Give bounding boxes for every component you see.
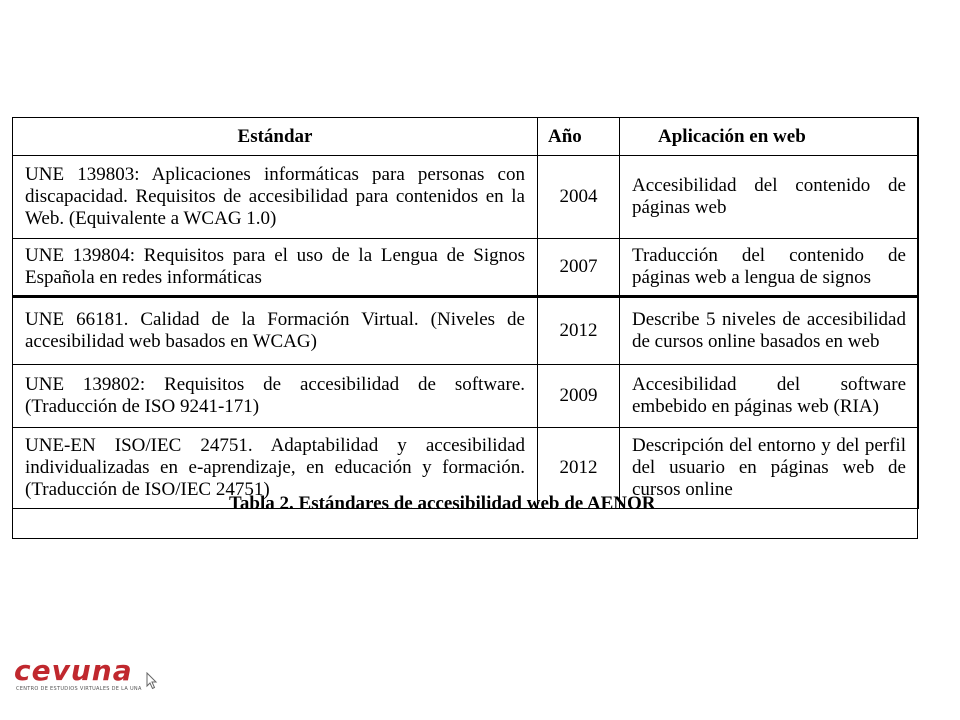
cell-application: Accesibilidad del software embebido en páginas web (RIA) — [620, 365, 919, 428]
table-row — [13, 365, 919, 428]
table-header-row — [13, 118, 919, 156]
cell-standard: UNE 66181. Calidad de la Formación Virtual. (Niveles de accesibilidad web basados en WCAG) — [13, 297, 538, 365]
cell-application: Descripción del entorno y del perfil del usuario en páginas web de cursos online — [620, 428, 919, 509]
cell-year: 2007 — [538, 239, 620, 297]
logo-tagline: CENTRO DE ESTUDIOS VIRTUALES DE LA UNA — [16, 686, 142, 692]
cell-standard: UNE 139803: Aplicaciones informáticas para personas con discapacidad. Requisitos de accesibilidad para contenidos en la Web. (Equivalente a WCAG 1.0) — [13, 156, 538, 239]
cell-year: 2012 — [538, 428, 620, 509]
cell-year: 2012 — [538, 297, 620, 365]
table-row — [13, 156, 919, 239]
header-year: Año — [538, 118, 620, 156]
standards-table — [12, 117, 919, 509]
cell-application: Accesibilidad del contenido de páginas web — [620, 156, 919, 239]
header-standard: Estándar — [13, 118, 538, 156]
header-application: Aplicación en web — [620, 118, 919, 156]
cell-application: Traducción del contenido de páginas web a lengua de signos — [620, 239, 919, 297]
cevuna-logo — [14, 656, 164, 692]
table-row — [13, 239, 919, 297]
cell-standard: UNE 139802: Requisitos de accesibilidad de software. (Traducción de ISO 9241-171) — [13, 365, 538, 428]
cell-year: 2004 — [538, 156, 620, 239]
table-row — [13, 297, 919, 365]
cell-standard: UNE-EN ISO/IEC 24751. Adaptabilidad y accesibilidad individualizadas en e-aprendizaje, en educación y formación. (Traducción de ISO/IEC 24751) — [13, 428, 538, 509]
table-caption: Tabla 2. Estándares de accesibilidad web de AENOR — [229, 493, 656, 514]
cell-standard: UNE 139804: Requisitos para el uso de la Lengua de Signos Española en redes informáticas — [13, 239, 538, 297]
cursor-arrow-icon — [146, 672, 158, 690]
logo-wordmark: cevuna — [14, 654, 133, 687]
cell-application: Describe 5 niveles de accesibilidad de cursos online basados en web — [620, 297, 919, 365]
cell-year: 2009 — [538, 365, 620, 428]
table-row — [13, 428, 919, 509]
